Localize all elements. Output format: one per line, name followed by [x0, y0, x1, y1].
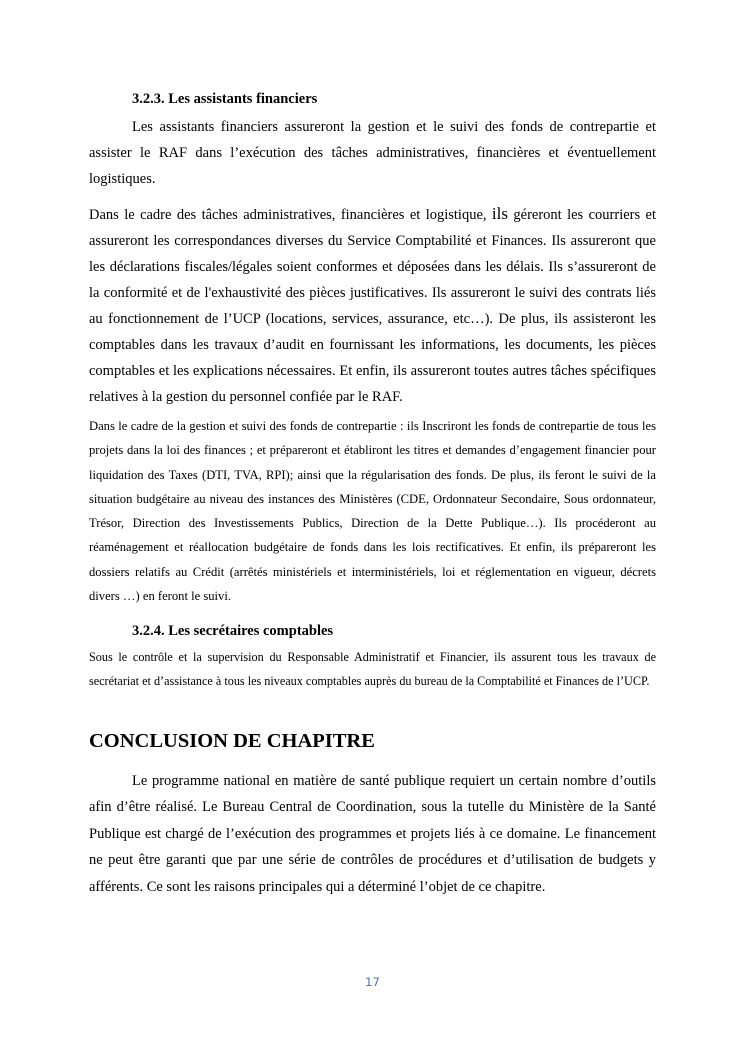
section-heading-3-2-3: 3.2.3. Les assistants financiers — [132, 91, 318, 107]
paragraph-administrative-tasks-rest: géreront les courriers et assureront les correspondances diverses du Service Comptabilité et Finances. Ils assureront que les déclarations fiscales/légales soient conformes et déposées dans les délais. Ils s’assureront de la conformité et de l'exhaustivité des pièces justificatives. Ils assureront le suivi des contrats liés au fonctionnement de l’UCP (locations, services, assurance, etc…). De plus, ils assisteront les comptables dans les travaux d’audit en fournissant les informations, les documents, les pièces comptables et les explications nécessaires. Et enfin, ils assureront toutes autres tâches spécifiques relatives à la gestion du personnel confiée par le RAF. — [89, 207, 656, 405]
paragraph-administrative-tasks — [89, 201, 656, 410]
conclusion-title: CONCLUSION DE CHAPITRE — [89, 730, 375, 752]
paragraph-conclusion: Le programme national en matière de santé publique requiert un certain nombre d’outils afin d’être réalisé. Le Bureau Central de Coordination, sous la tutelle du Ministère de la Santé Publique est chargé de l’exécution des programmes et projets liés à ce domaine. Le financement ne peut être garanti que par une série de contrôles de procédures et d’utilisation de budgets y afférents. Ce sont les raisons principales qui a déterminé l’objet de ce chapitre. — [89, 773, 656, 895]
paragraph-administrative-tasks-ils: ils — [491, 204, 508, 223]
paragraph-administrative-tasks-start: Dans le cadre des tâches administratives, financières et logistique, — [89, 207, 492, 223]
page-number: 17 — [365, 975, 380, 989]
paragraph-secretaries: Sous le contrôle et la supervision du Responsable Administratif et Financier, ils assurent tous les travaux de secrétariat et d’assistance à tous les niveaux comptables auprès du bureau de la Comptabilité et Finances de l’UCP. — [89, 650, 656, 688]
paragraph-counterpart-funds: Dans le cadre de la gestion et suivi des fonds de contrepartie : ils Inscriront les fonds de contrepartie de tous les projets dans la loi des finances ; et prépareront et établiront les titres et demandes d’engagement financier pour liquidation des Taxes (DTI, TVA, RPI); ainsi que la régularisation des fonds. De plus, ils feront le suivi de la situation budgétaire au niveau des instances des Ministères (CDE, Ordonnateur Secondaire, Sous ordonnateur, Trésor, Direction des Investissements Publics, Direction de la Dette Publique…). Ils procéderont au réaménagement et réallocation budgétaire de fonds dans les lois rectificatives. Et enfin, ils prépareront les dossiers relatifs au Crédit (arrêtés ministériels et interministériels, loi et réglementation en vigueur, décrets divers …) en feront le suivi. — [89, 419, 656, 604]
section-heading-3-2-4: 3.2.4. Les secrétaires comptables — [132, 623, 334, 639]
paragraph-assistants-intro: Les assistants financiers assureront la gestion et le suivi des fonds de contrepartie et assister le RAF dans l’exécution des tâches administratives, financières et éventuellement logistiques. — [89, 119, 656, 187]
